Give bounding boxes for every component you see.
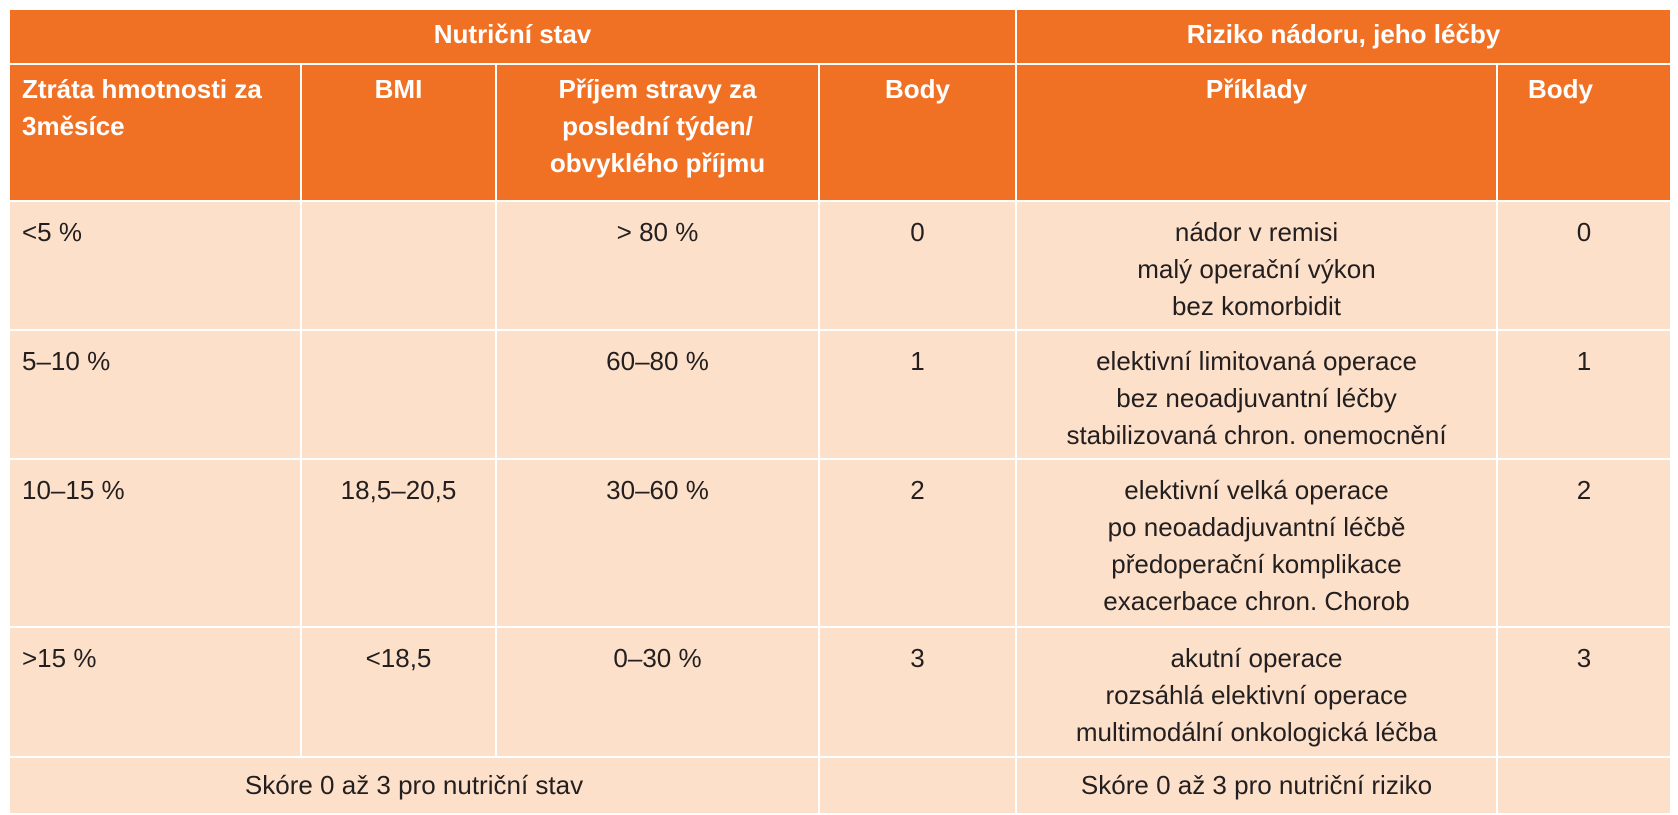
- footer-nutrition-score: Skóre 0 až 3 pro nutriční stav: [9, 757, 819, 814]
- example-line: malý operační výkon: [1137, 254, 1376, 284]
- footer-risk-score: Skóre 0 až 3 pro nutriční riziko: [1016, 757, 1497, 814]
- weight-loss-cell: <5 %: [9, 201, 301, 330]
- footer-nutrition-points: [819, 757, 1016, 814]
- examples-cell: [1016, 459, 1497, 627]
- column-header-row: [9, 64, 1671, 201]
- weight-loss-cell: >15 %: [9, 627, 301, 757]
- example-line: elektivní limitovaná operace: [1096, 346, 1417, 376]
- nutrition-risk-table-container: [8, 8, 1670, 800]
- example-line: akutní operace: [1170, 643, 1343, 673]
- points-risk-cell: 3: [1497, 627, 1671, 757]
- example-line: stabilizovaná chron. onemocnění: [1066, 420, 1447, 450]
- points-nutrition-cell: 0: [819, 201, 1016, 330]
- group-header-risk: Riziko nádoru, jeho léčby: [1016, 9, 1671, 64]
- example-line: bez komorbidit: [1171, 291, 1342, 321]
- footer-row: [9, 757, 1671, 814]
- bmi-cell: 18,5–20,5: [301, 459, 496, 627]
- intake-cell: > 80 %: [496, 201, 819, 330]
- column-header-weight-loss: Ztráta hmotnosti za 3měsíce: [9, 64, 301, 201]
- points-risk-cell: 0: [1497, 201, 1671, 330]
- weight-loss-cell: 10–15 %: [9, 459, 301, 627]
- nutrition-risk-table: [8, 8, 1672, 815]
- column-header-points-risk: Body: [1497, 64, 1671, 201]
- example-line: nádor v remisi: [1174, 217, 1339, 247]
- example-line: bez neoadjuvantní léčby: [1116, 383, 1397, 413]
- bmi-cell: [301, 201, 496, 330]
- example-line: elektivní velká operace: [1124, 475, 1389, 505]
- column-header-examples: Příklady: [1016, 64, 1497, 201]
- examples-cell: [1016, 627, 1497, 757]
- example-line: multimodální onkologická léčba: [1075, 717, 1438, 747]
- intake-cell: 0–30 %: [496, 627, 819, 757]
- group-header-nutrition: Nutriční stav: [9, 9, 1016, 64]
- column-header-points-nutrition: Body: [819, 64, 1016, 201]
- points-nutrition-cell: 3: [819, 627, 1016, 757]
- table-row: [9, 627, 1671, 757]
- examples-cell: [1016, 330, 1497, 459]
- column-header-intake: Příjem stravy za poslední týden/ obvyklého příjmu: [496, 64, 819, 201]
- example-line: rozsáhlá elektivní operace: [1105, 680, 1408, 710]
- group-header-row: [9, 9, 1671, 64]
- footer-risk-points: [1497, 757, 1671, 814]
- table-row: [9, 330, 1671, 459]
- weight-loss-cell: 5–10 %: [9, 330, 301, 459]
- column-header-bmi: BMI: [301, 64, 496, 201]
- example-line: předoperační komplikace: [1111, 549, 1402, 579]
- points-risk-cell: 1: [1497, 330, 1671, 459]
- bmi-cell: [301, 330, 496, 459]
- points-risk-cell: 2: [1497, 459, 1671, 627]
- bmi-cell: <18,5: [301, 627, 496, 757]
- points-nutrition-cell: 2: [819, 459, 1016, 627]
- intake-cell: 60–80 %: [496, 330, 819, 459]
- table-row: [9, 459, 1671, 627]
- examples-cell: [1016, 201, 1497, 330]
- table-row: [9, 201, 1671, 330]
- intake-cell: 30–60 %: [496, 459, 819, 627]
- example-line: po neoadadjuvantní léčbě: [1107, 512, 1406, 542]
- points-nutrition-cell: 1: [819, 330, 1016, 459]
- example-line: exacerbace chron. Chorob: [1103, 586, 1410, 616]
